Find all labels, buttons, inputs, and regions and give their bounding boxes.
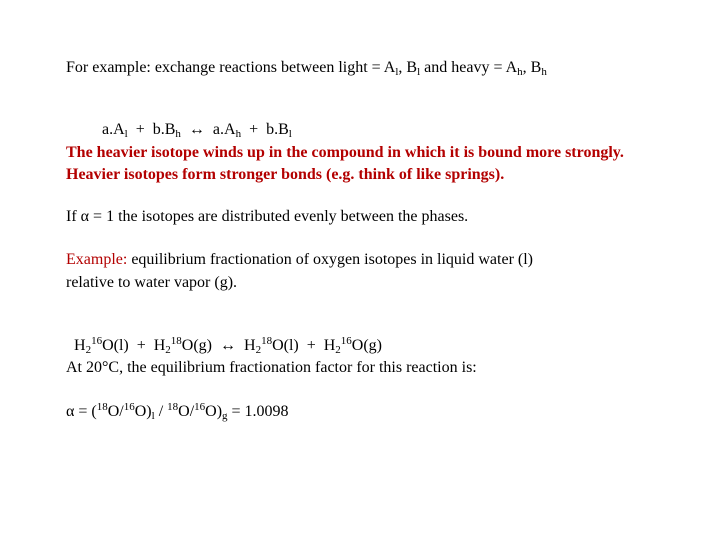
water-reaction-equation — [66, 316, 382, 356]
example-label: Example: — [66, 251, 128, 268]
intro-sub-l1: l — [395, 66, 399, 78]
water-h4-rest: O(g) — [351, 337, 383, 354]
alpha-sup2: 16 — [123, 401, 135, 413]
water-h1-sup: 16 — [91, 335, 103, 347]
alpha-a3: O) — [134, 403, 152, 420]
example-line-1-rest: equilibrium fractionation of oxygen isotopes in liquid water (l) — [127, 251, 533, 268]
reaction-part-4: + b.B — [241, 121, 289, 138]
alpha-a4: / — [154, 403, 168, 420]
alpha-equation — [66, 402, 289, 422]
alpha-sup3: 18 — [167, 401, 179, 413]
water-h2-sup: 18 — [170, 335, 182, 347]
alpha-a1: α = ( — [66, 403, 97, 420]
intro-text-c: and heavy = A — [420, 59, 518, 76]
alpha-a5: O/ — [178, 403, 195, 420]
intro-sub-h2: h — [541, 66, 547, 78]
water-h1-sub: 2 — [85, 344, 92, 356]
intro-text-a: For example: exchange reactions between light = A — [66, 59, 396, 76]
reaction-sub-3: h — [235, 128, 242, 140]
water-h3-sub: 2 — [255, 344, 262, 356]
statement-line-2: Heavier isotopes form stronger bonds (e.g. think of like springs). — [66, 166, 505, 183]
alpha-sup4: 16 — [194, 401, 206, 413]
example-intro-line — [66, 58, 547, 78]
statement-line-1: The heavier isotope winds up in the compound in which it is bound more strongly. — [66, 144, 624, 161]
water-h2-sub: 2 — [165, 344, 171, 356]
reaction-part-3: a.A — [212, 121, 236, 138]
alpha-note: If α = 1 the isotopes are distributed evenly between the phases. — [66, 208, 469, 225]
alpha-sub1: l — [151, 410, 155, 422]
reaction-sub-2: h — [175, 128, 181, 140]
intro-sub-h1: h — [517, 66, 523, 78]
alpha-a6: O) — [205, 403, 223, 420]
reaction-part-1: a.A — [102, 121, 125, 138]
water-h3-rest: O(l) + H — [272, 337, 336, 354]
alpha-sub2: g — [222, 410, 228, 422]
example-block-line-1 — [66, 250, 533, 270]
alpha-a2: O/ — [107, 403, 124, 420]
reaction-sub-1: l — [124, 128, 128, 140]
water-h2-rest: O(g) ↔ H — [181, 337, 256, 354]
intro-text-d: , B — [522, 59, 542, 76]
alpha-sup1: 18 — [96, 401, 108, 413]
example-block-line-2: relative to water vapor (g). — [66, 274, 238, 291]
water-h4-sub: 2 — [335, 344, 341, 356]
water-h1: H — [74, 337, 86, 354]
reaction-arrow: ↔ — [180, 121, 213, 138]
temperature-note: At 20°C, the equilibrium fractionation factor for this reaction is: — [66, 359, 477, 376]
reaction-sub-4: l — [288, 128, 292, 140]
water-h3-sup: 18 — [261, 335, 273, 347]
intro-sub-l2: l — [417, 66, 421, 78]
water-h1-rest: O(l) + H — [102, 337, 166, 354]
reaction-part-2: + b.B — [127, 121, 176, 138]
intro-text-b: , B — [398, 59, 418, 76]
alpha-a7: = 1.0098 — [227, 403, 289, 420]
exchange-reaction-equation — [94, 100, 292, 140]
water-h4-sup: 16 — [340, 335, 352, 347]
